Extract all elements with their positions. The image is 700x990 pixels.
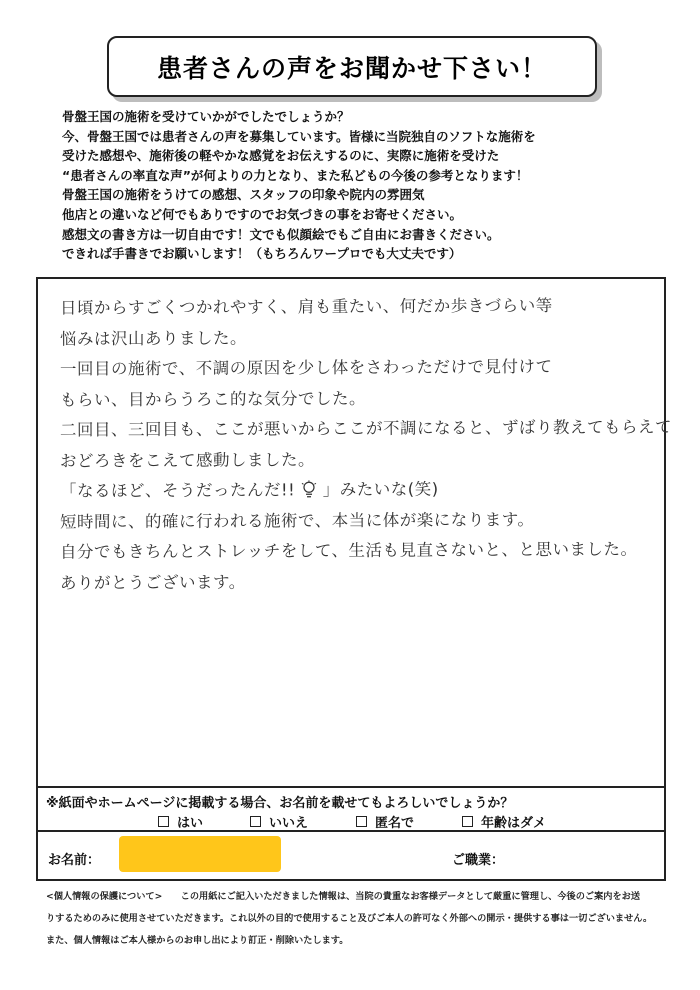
consent-options bbox=[158, 812, 598, 831]
lightbulb-doodle-icon bbox=[301, 480, 317, 498]
privacy-line: りするためのみに使用させていただきます。これ以外の目的で使用すること及びご本人の許可なく外部への開示・提供する事は一切ございません。 bbox=[46, 913, 653, 924]
comment-line: もらい、目からうろこ的な気分でした。 bbox=[59, 388, 367, 410]
comment-line: おどろきをこえて感動しました。 bbox=[59, 449, 316, 471]
name-redaction bbox=[119, 836, 281, 872]
comment-line: 短時間に、的確に行われる施術で、本当に体が楽になります。 bbox=[59, 509, 535, 532]
consent-option-no-age[interactable] bbox=[462, 812, 546, 831]
intro-line: “患者さんの率直な声”が何よりの力となり、また私どもの今後の参考となります！ bbox=[62, 167, 529, 183]
divider bbox=[38, 786, 664, 788]
intro-text bbox=[62, 107, 672, 264]
intro-line: できれば手書きでお願いします！（もちろんワープロでも大丈夫です） bbox=[62, 246, 462, 262]
intro-line: 感想文の書き方は一切自由です！文でも似顔絵でもご自由にお書きください。 bbox=[62, 226, 500, 242]
comment-line bbox=[60, 473, 660, 507]
page-title: 患者さんの声をお聞かせ下さい！ bbox=[156, 53, 547, 83]
privacy-line: また、個人情報はご本人様からのお申し出により訂正・削除いたします。 bbox=[46, 935, 349, 946]
privacy-notice bbox=[46, 886, 676, 952]
intro-line: 受けた感想や、施術後の軽やかな感覚をお伝えするのに、実際に施術を受けた bbox=[62, 148, 500, 164]
comment-line: 悩みは沢山ありました。 bbox=[59, 328, 248, 349]
intro-line: 骨盤王国の施術を受けていかがでしたでしょうか？ bbox=[62, 109, 350, 124]
comment-line: 一回目の施術で、不調の原因を少し体をさわっただけで見付けて bbox=[59, 356, 553, 379]
comment-line: 日頃からすごくつかれやすく、肩も重たい、何だか歩きづらい等 bbox=[59, 295, 553, 318]
comment-line: 二回目、三回目も、ここが悪いからここが不調になると、ずばり教えてもらえて bbox=[59, 417, 673, 440]
consent-question: ※紙面やホームページに掲載する場合、お名前を載せてもよろしいでしょうか？ bbox=[46, 796, 514, 811]
handwritten-comment bbox=[59, 292, 673, 597]
comment-line: ありがとうございます。 bbox=[59, 572, 246, 593]
intro-line: 今、骨盤王国では患者さんの声を募集しています。皆様に当院独自のソフトな施術を bbox=[62, 128, 536, 144]
option-label: はい bbox=[177, 816, 204, 831]
checkbox-icon[interactable] bbox=[356, 816, 367, 827]
consent-option-yes[interactable] bbox=[158, 812, 250, 831]
intro-line: 骨盤王国の施術をうけての感想、スタッフの印象や院内の雰囲気 bbox=[62, 187, 425, 203]
consent-option-no[interactable] bbox=[250, 812, 356, 831]
option-label: いいえ bbox=[269, 816, 309, 831]
option-label: 匿名で bbox=[375, 816, 415, 831]
option-label: 年齢はダメ bbox=[481, 816, 547, 831]
intro-line: 他店との違いなど何でもありですのでお気づきの事をお寄せください。 bbox=[62, 206, 463, 222]
privacy-line: <個人情報の保護について> この用紙にご記入いただきました情報は、当院の貴重なお客様データとして厳重に管理し、今後のご案内をお送 bbox=[46, 891, 641, 902]
checkbox-icon[interactable] bbox=[158, 816, 169, 827]
comment-fragment: 「なるほど、そうだったんだ!! bbox=[59, 480, 296, 501]
title-box bbox=[107, 36, 597, 97]
comment-line: 自分でもきちんとストレッチをして、生活も見直さないと、と思いました。 bbox=[59, 539, 638, 562]
comment-fragment: 」みたいな(笑) bbox=[322, 479, 439, 500]
consent-option-anonymous[interactable] bbox=[356, 812, 462, 831]
checkbox-icon[interactable] bbox=[462, 816, 473, 827]
checkbox-icon[interactable] bbox=[250, 816, 261, 827]
occupation-label: ご職業： bbox=[452, 853, 505, 868]
name-label: お名前： bbox=[48, 853, 101, 868]
